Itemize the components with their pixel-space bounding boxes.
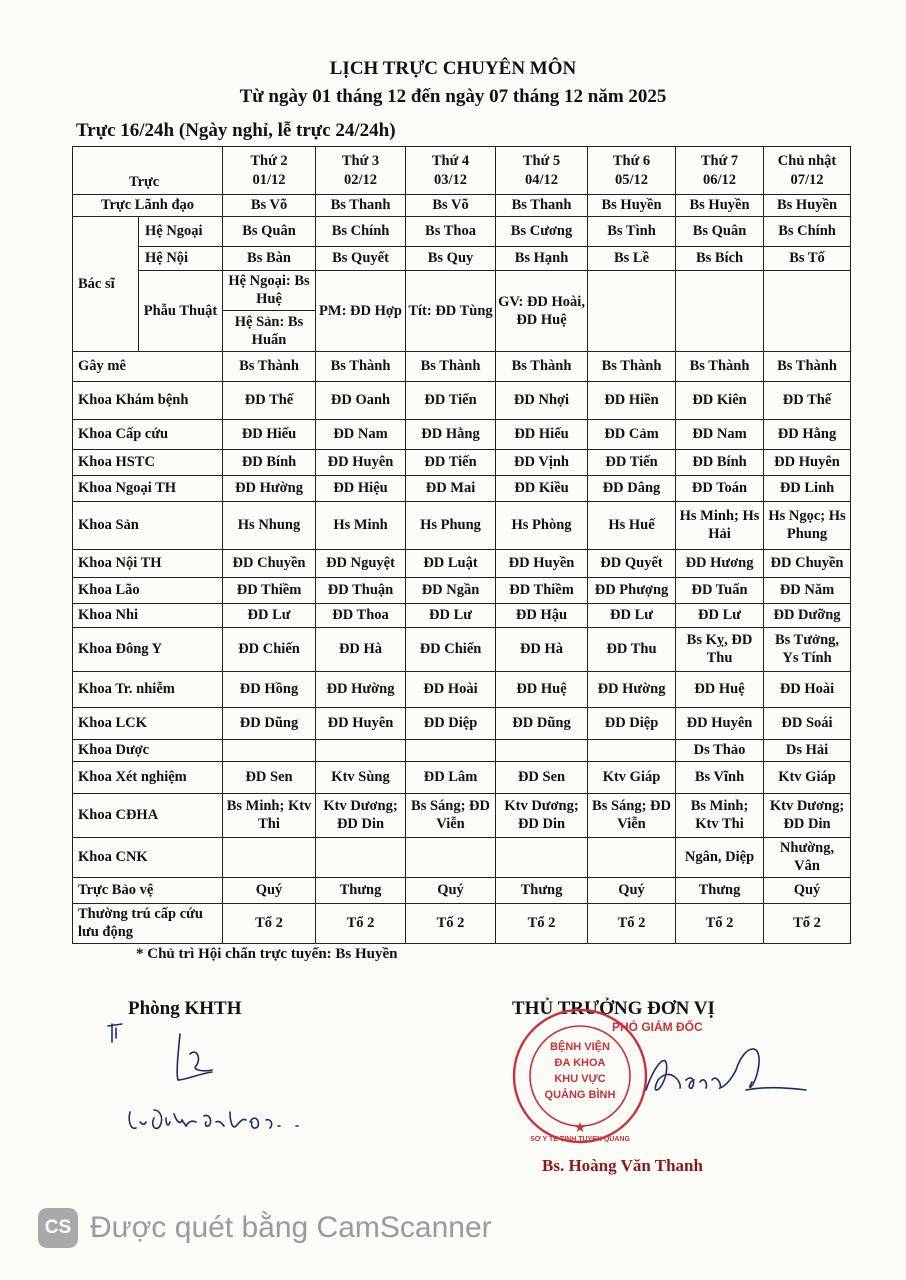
- row-label: Khoa HSTC: [73, 449, 223, 475]
- table-cell: Bs Cương: [496, 217, 588, 247]
- table-cell: Ktv Dương; ĐD Din: [496, 793, 588, 837]
- table-row: [73, 793, 851, 837]
- table-row: [73, 707, 851, 739]
- table-cell: ĐD Nguyệt: [316, 549, 406, 577]
- table-cell: Bs Quân: [223, 217, 316, 247]
- table-cell: Bs Vĩnh: [676, 761, 764, 793]
- table-cell: Bs Quyết: [316, 247, 406, 271]
- schedule-table: [72, 146, 851, 944]
- day-date: 04/12: [525, 171, 559, 188]
- table-cell: Quý: [223, 877, 316, 903]
- table-cell: Bs Võ: [223, 195, 316, 217]
- table-cell: ĐD Lư: [223, 603, 316, 627]
- table-cell: ĐD Hậu: [496, 603, 588, 627]
- leader-row: [73, 195, 851, 217]
- table-cell: ĐD Sen: [223, 761, 316, 793]
- table-cell: Bs Hạnh: [496, 247, 588, 271]
- table-row: [73, 627, 851, 671]
- phau-thuat-row: [73, 271, 851, 352]
- table-cell: ĐD Dũng: [223, 707, 316, 739]
- table-cell: Bs Bích: [676, 247, 764, 271]
- table-cell: ĐD Dưỡng: [764, 603, 851, 627]
- table-cell: ĐD Lư: [676, 603, 764, 627]
- table-cell: ĐD Huyên: [316, 449, 406, 475]
- table-cell: Bs Tưởng, Ys Tính: [764, 627, 851, 671]
- table-cell: [676, 271, 764, 352]
- table-cell: ĐD Chiến: [223, 627, 316, 671]
- table-cell: ĐD Hiếu: [496, 419, 588, 449]
- table-row: [73, 549, 851, 577]
- date-range: Từ ngày 01 tháng 12 đến ngày 07 tháng 12 năm 2025: [239, 86, 667, 107]
- table-cell: Bs Thành: [676, 351, 764, 381]
- table-cell: Thưng: [496, 877, 588, 903]
- table-row: [73, 671, 851, 707]
- table-cell: ĐD Tiến: [406, 381, 496, 419]
- table-cell: ĐD Huyên: [764, 449, 851, 475]
- table-cell: [406, 739, 496, 761]
- table-cell: Ds Hải: [764, 739, 851, 761]
- row-label: Hệ Nội: [139, 247, 223, 271]
- table-cell: [496, 837, 588, 877]
- table-cell: Bs Thành: [406, 351, 496, 381]
- day-header: [223, 147, 316, 195]
- table-cell: Bs Minh; Ktv Thi: [676, 793, 764, 837]
- row-label: Khoa Nhi: [73, 603, 223, 627]
- table-cell: ĐD Hà: [316, 627, 406, 671]
- table-cell: Quý: [588, 877, 676, 903]
- right-signature: [636, 1030, 816, 1110]
- corner-cell: [73, 147, 223, 195]
- table-cell: Tổ 2: [676, 903, 764, 943]
- table-cell: ĐD Hương: [676, 549, 764, 577]
- row-label: Phẫu Thuật: [139, 271, 223, 352]
- stamp-line1: BỆNH VIỆN: [550, 1041, 610, 1053]
- day-name: Thứ 6: [612, 153, 651, 170]
- table-cell: [496, 739, 588, 761]
- table-cell: Quý: [406, 877, 496, 903]
- table-cell: Bs Thành: [316, 351, 406, 381]
- table-cell: ĐD Tiến: [588, 449, 676, 475]
- table-cell: Hs Huế: [588, 501, 676, 549]
- table-cell: ĐD Hiền: [588, 381, 676, 419]
- table-cell: ĐD Lư: [588, 603, 676, 627]
- day-date: 01/12: [252, 171, 286, 188]
- table-cell: ĐD Nam: [676, 419, 764, 449]
- table-cell: Tổ 2: [588, 903, 676, 943]
- table-cell: ĐD Toán: [676, 475, 764, 501]
- table-cell: Bs Sáng; ĐD Viễn: [406, 793, 496, 837]
- table-cell: Bs Bàn: [223, 247, 316, 271]
- table-cell: ĐD Sen: [496, 761, 588, 793]
- table-cell: ĐD Huyên: [316, 707, 406, 739]
- table-cell: PM: ĐD Hợp: [316, 271, 406, 352]
- table-cell: GV: ĐD Hoài, ĐD Huệ: [496, 271, 588, 352]
- day-date: 06/12: [703, 171, 737, 188]
- table-cell: Tổ 2: [406, 903, 496, 943]
- table-cell: Ds Thảo: [676, 739, 764, 761]
- row-label: Khoa CNK: [73, 837, 223, 877]
- table-cell: Bs Thanh: [316, 195, 406, 217]
- table-cell: ĐD Huệ: [676, 671, 764, 707]
- table-row: [73, 739, 851, 761]
- day-header: [496, 147, 588, 195]
- he-ngoai-row: [73, 217, 851, 247]
- table-cell: Tổ 2: [764, 903, 851, 943]
- table-cell: ĐD Năm: [764, 577, 851, 603]
- table-cell: Bs Huyền: [676, 195, 764, 217]
- table-cell: Bs Thanh: [496, 195, 588, 217]
- table-cell: Nhường, Vân: [764, 837, 851, 877]
- table-cell: ĐD Thế: [223, 381, 316, 419]
- table-cell: ĐD Hồng: [223, 671, 316, 707]
- table-row: [73, 449, 851, 475]
- table-cell: ĐD Quyết: [588, 549, 676, 577]
- row-label: Khoa Lão: [73, 577, 223, 603]
- table-row: [73, 761, 851, 793]
- row-label: Khoa Cấp cứu: [73, 419, 223, 449]
- day-date: 02/12: [344, 171, 378, 188]
- table-cell: Hs Minh; Hs Hải: [676, 501, 764, 549]
- table-cell: Hs Minh: [316, 501, 406, 549]
- row-label: Khoa Đông Y: [73, 627, 223, 671]
- table-cell: Bs Tình: [588, 217, 676, 247]
- day-name: Chủ nhật: [777, 153, 837, 170]
- table-cell: ĐD Huyền: [496, 549, 588, 577]
- table-cell: Ngân, Diệp: [676, 837, 764, 877]
- table-cell: ĐD Hiếu: [223, 419, 316, 449]
- row-label: Khoa Nội TH: [73, 549, 223, 577]
- stamp-ring-text: SỞ Y TẾ TỈNH TUYÊN QUANG: [530, 1136, 630, 1143]
- table-cell: [406, 837, 496, 877]
- table-cell: ĐD Lư: [406, 603, 496, 627]
- table-cell: [223, 271, 316, 352]
- table-cell: Ktv Dương; ĐD Din: [764, 793, 851, 837]
- table-row: [73, 903, 851, 943]
- table-row: [73, 837, 851, 877]
- camscanner-text: Được quét bằng CamScanner: [90, 1211, 492, 1244]
- day-date: 05/12: [615, 171, 649, 188]
- table-cell: ĐD Dũng: [496, 707, 588, 739]
- row-label: Gây mê: [73, 351, 223, 381]
- day-name: Thứ 5: [522, 153, 561, 170]
- table-row: [73, 419, 851, 449]
- corner-label: Trực: [129, 173, 160, 190]
- table-cell: Tổ 2: [496, 903, 588, 943]
- table-cell: ĐD Chiến: [406, 627, 496, 671]
- table-cell: Bs Thành: [223, 351, 316, 381]
- table-cell: Ktv Giáp: [764, 761, 851, 793]
- day-name: Thứ 4: [431, 153, 470, 170]
- table-cell: ĐD Tiến: [406, 449, 496, 475]
- table-cell: ĐD Thuận: [316, 577, 406, 603]
- table-cell: Bs Thành: [588, 351, 676, 381]
- table-cell: Bs Huyền: [764, 195, 851, 217]
- table-cell: Bs Kỵ, ĐD Thu: [676, 627, 764, 671]
- day-name: Thứ 3: [341, 153, 380, 170]
- table-cell: Bs Thoa: [406, 217, 496, 247]
- table-cell: ĐD Diệp: [588, 707, 676, 739]
- day-header: [676, 147, 764, 195]
- table-cell: Thưng: [676, 877, 764, 903]
- table-cell: Bs Thành: [496, 351, 588, 381]
- camscanner-logo-icon: CS: [38, 1208, 78, 1248]
- table-cell: Bs Minh; Ktv Thi: [223, 793, 316, 837]
- table-cell: ĐD Hằng: [764, 419, 851, 449]
- table-cell: Tổ 2: [223, 903, 316, 943]
- table-row: [73, 577, 851, 603]
- table-cell: ĐD Dâng: [588, 475, 676, 501]
- table-cell: ĐD Kiên: [676, 381, 764, 419]
- table-cell: ĐD Luật: [406, 549, 496, 577]
- table-cell: ĐD Phượng: [588, 577, 676, 603]
- table-cell: ĐD Hoài: [764, 671, 851, 707]
- doctor-group-label: Bác sĩ: [73, 217, 139, 352]
- table-cell: ĐD Hường: [223, 475, 316, 501]
- header-row: [73, 147, 851, 195]
- table-cell: ĐD Thiềm: [223, 577, 316, 603]
- stamp-line4: QUẢNG BÌNH: [544, 1089, 616, 1101]
- row-label: Trực Lãnh đạo: [73, 195, 223, 217]
- table-cell: ĐD Oanh: [316, 381, 406, 419]
- right-signature-title: THỦ TRƯỞNG ĐƠN VỊ: [512, 998, 715, 1019]
- table-cell: ĐD Ngần: [406, 577, 496, 603]
- table-cell: Bs Lề: [588, 247, 676, 271]
- table-cell: ĐD Hường: [316, 671, 406, 707]
- table-cell: Thưng: [316, 877, 406, 903]
- table-cell: [588, 837, 676, 877]
- table-cell: ĐD Tuấn: [676, 577, 764, 603]
- table-cell: [223, 739, 316, 761]
- table-cell: Hs Nhung: [223, 501, 316, 549]
- table-row: [73, 877, 851, 903]
- table-cell: Bs Chính: [764, 217, 851, 247]
- table-row: [73, 475, 851, 501]
- table-cell: ĐD Diệp: [406, 707, 496, 739]
- left-signature: [100, 1014, 340, 1144]
- table-cell: ĐD Cảm: [588, 419, 676, 449]
- table-row: [73, 381, 851, 419]
- table-cell: ĐD Hà: [496, 627, 588, 671]
- table-cell: ĐD Kiều: [496, 475, 588, 501]
- table-cell: [588, 739, 676, 761]
- table-cell: ĐD Thu: [588, 627, 676, 671]
- page-title: LỊCH TRỰC CHUYÊN MÔN: [329, 58, 577, 79]
- table-cell: Bs Huyền: [588, 195, 676, 217]
- table-cell: ĐD Hiệu: [316, 475, 406, 501]
- table-cell: Quý: [764, 877, 851, 903]
- table-cell: [316, 837, 406, 877]
- table-cell: ĐD Hoài: [406, 671, 496, 707]
- consult-note: * Chủ trì Hội chẩn trực tuyến: Bs Huyền: [136, 946, 398, 962]
- table-cell: Hs Phòng: [496, 501, 588, 549]
- he-noi-row: [73, 247, 851, 271]
- table-cell: Ktv Giáp: [588, 761, 676, 793]
- table-cell: Bs Thành: [764, 351, 851, 381]
- table-cell: ĐD Huệ: [496, 671, 588, 707]
- table-cell: ĐD Hằng: [406, 419, 496, 449]
- table-cell: ĐD Hường: [588, 671, 676, 707]
- table-cell: [764, 271, 851, 352]
- table-cell: ĐD Thế: [764, 381, 851, 419]
- day-header: [316, 147, 406, 195]
- phau-thuat-mon-top: Hệ Ngoại: Bs Huệ: [223, 271, 315, 311]
- phau-thuat-mon-bottom: Hệ Sản: Bs Huấn: [234, 314, 304, 349]
- table-cell: ĐD Bính: [223, 449, 316, 475]
- table-cell: Hs Ngọc; Hs Phung: [764, 501, 851, 549]
- table-cell: Ktv Dương; ĐD Din: [316, 793, 406, 837]
- table-cell: Tít: ĐD Tùng: [406, 271, 496, 352]
- row-label: Hệ Ngoại: [139, 217, 223, 247]
- day-date: 07/12: [790, 171, 824, 188]
- row-label: Trực Bảo vệ: [73, 877, 223, 903]
- table-cell: ĐD Nam: [316, 419, 406, 449]
- table-cell: Hs Phung: [406, 501, 496, 549]
- table-cell: ĐD Huyên: [676, 707, 764, 739]
- table-cell: ĐD Mai: [406, 475, 496, 501]
- camscanner-watermark: [38, 1208, 492, 1248]
- row-label: Khoa Xét nghiệm: [73, 761, 223, 793]
- row-label: Khoa CĐHA: [73, 793, 223, 837]
- shift-subtitle: Trực 16/24h (Ngày nghỉ, lễ trực 24/24h): [76, 120, 396, 141]
- table-cell: Bs Tố: [764, 247, 851, 271]
- table-cell: Bs Sáng; ĐD Viễn: [588, 793, 676, 837]
- day-header: [764, 147, 851, 195]
- stamp-line2: ĐA KHOA: [554, 1057, 606, 1069]
- left-signature-title: Phòng KHTH: [128, 998, 242, 1019]
- table-cell: Ktv Sùng: [316, 761, 406, 793]
- table-cell: [223, 837, 316, 877]
- day-header: [588, 147, 676, 195]
- table-cell: ĐD Chuyền: [764, 549, 851, 577]
- table-cell: [588, 271, 676, 352]
- table-cell: Bs Quy: [406, 247, 496, 271]
- row-label: Khoa Ngoại TH: [73, 475, 223, 501]
- row-label: Khoa Dược: [73, 739, 223, 761]
- table-cell: ĐD Bính: [676, 449, 764, 475]
- table-cell: ĐD Lâm: [406, 761, 496, 793]
- table-cell: Bs Quân: [676, 217, 764, 247]
- stamp-star-icon: ★: [573, 1119, 587, 1135]
- day-name: Thứ 7: [700, 153, 739, 170]
- table-cell: ĐD Soái: [764, 707, 851, 739]
- signer-name: Bs. Hoàng Văn Thanh: [542, 1156, 703, 1175]
- table-row: [73, 501, 851, 549]
- table-cell: Bs Võ: [406, 195, 496, 217]
- day-date: 03/12: [434, 171, 468, 188]
- table-cell: ĐD Thiềm: [496, 577, 588, 603]
- row-label: Khoa Khám bệnh: [73, 381, 223, 419]
- deputy-label: PHÓ GIÁM ĐỐC: [612, 1020, 703, 1034]
- table-cell: Bs Chính: [316, 217, 406, 247]
- table-cell: ĐD Thoa: [316, 603, 406, 627]
- table-cell: ĐD Chuyền: [223, 549, 316, 577]
- table-cell: ĐD Vịnh: [496, 449, 588, 475]
- row-label: Khoa Tr. nhiễm: [73, 671, 223, 707]
- table-cell: [316, 739, 406, 761]
- table-row: [73, 351, 851, 381]
- day-name: Thứ 2: [250, 153, 288, 170]
- row-label: Thường trú cấp cứu lưu động: [73, 903, 223, 943]
- row-label: Khoa LCK: [73, 707, 223, 739]
- table-cell: ĐD Nhợi: [496, 381, 588, 419]
- day-header: [406, 147, 496, 195]
- table-row: [73, 603, 851, 627]
- stamp-line3: KHU VỰC: [554, 1073, 606, 1085]
- table-cell: Tổ 2: [316, 903, 406, 943]
- row-label: Khoa Sản: [73, 501, 223, 549]
- table-cell: ĐD Linh: [764, 475, 851, 501]
